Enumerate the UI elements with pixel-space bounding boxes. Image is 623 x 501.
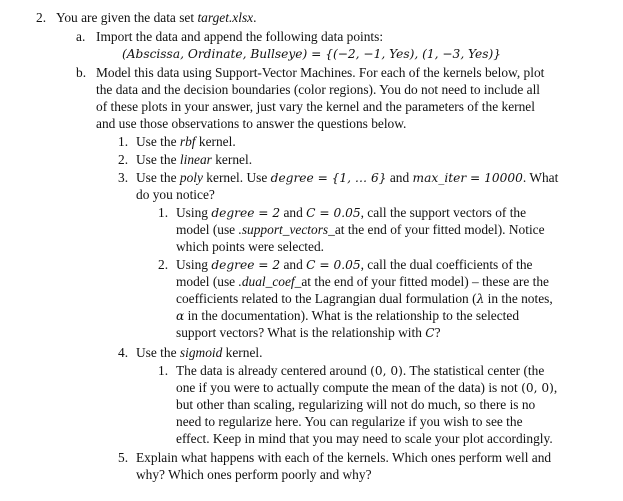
part-b-line-3: of these plots in your answer, just vary the kernel and the parameters of the kernel <box>96 99 535 114</box>
item-3-2-line-2: model (use .dual_coef_at the end of your fitted model) – these are the <box>176 274 549 289</box>
kernel-linear: linear <box>179 152 212 167</box>
part-a-label: a. <box>76 29 86 44</box>
item-3-2-line-3: coefficients related to the Lagrangian dual formulation (λ in the notes, <box>176 291 553 306</box>
question-intro: You are given the data set target.xlsx. <box>56 10 257 25</box>
kernel-rbf: rbf <box>179 134 196 149</box>
item-3-1-number: 1. <box>158 205 169 220</box>
item-1-number: 1. <box>118 134 129 149</box>
part-b-line-2: the data and the decision boundaries (color regions). You do not need to include all <box>96 82 541 97</box>
item-2-text: Use the linear kernel. <box>136 152 253 167</box>
item-5-line-1: Explain what happens with each of the kernels. Which ones perform well and <box>136 450 552 465</box>
item-4-text: Use the sigmoid kernel. <box>136 345 263 360</box>
part-a-text: Import the data and append the following data points: <box>96 29 384 44</box>
item-3-1-line-2: model (use .support_vectors_at the end of your fitted model). Notice <box>176 222 545 237</box>
part-b-line-4: and use those observations to answer the questions below. <box>96 116 407 131</box>
item-2-number: 2. <box>118 152 129 167</box>
item-3-2-line-1: Using degree = 2 and C = 0.05, call the dual coefficients of the <box>176 257 533 272</box>
kernel-sigmoid: sigmoid <box>179 345 223 360</box>
item-4-number: 4. <box>118 345 129 360</box>
item-4-1-line-4: need to regularize here. You can regularize if you wish to see the <box>176 414 523 429</box>
item-4-1-line-1: The data is already centered around (0, 0). The statistical center (the <box>176 363 545 378</box>
part-b-label: b. <box>76 65 87 80</box>
item-4-1-number: 1. <box>158 363 169 378</box>
question-number: 2. <box>36 10 47 25</box>
item-3-1-line-3: which points were selected. <box>176 239 324 254</box>
item-3-1-line-1: Using degree = 2 and C = 0.05, call the support vectors of the <box>176 205 527 220</box>
item-4-1-line-5: effect. Keep in mind that you may need to scale your plot accordingly. <box>176 431 553 446</box>
item-5-number: 5. <box>118 450 129 465</box>
item-4-1-line-2: one if you were to actually compute the mean of the data) is not (0, 0), <box>176 380 558 395</box>
attr-dual-coef: .dual_coef_ <box>238 274 302 289</box>
item-3-line-1: Use the poly kernel. Use degree = {1, … 6} and max_iter = 10000. What <box>136 170 559 185</box>
item-3-2-line-4: α in the documentation). What is the relationship to the selected <box>176 308 520 323</box>
attr-support-vectors: .support_vectors_ <box>238 222 335 237</box>
part-a-formula: (Abscissa, Ordinate, Bullseye) = {(−2, −1, Yes), (1, −3, Yes)} <box>121 47 502 61</box>
kernel-poly: poly <box>179 170 203 185</box>
item-4-1-line-3: but other than scaling, regularizing will not do much, so there is no <box>176 397 536 412</box>
part-b-line-1: Model this data using Support-Vector Machines. For each of the kernels below, plot <box>96 65 545 80</box>
item-3-number: 3. <box>118 170 129 185</box>
item-1-text: Use the rbf kernel. <box>136 134 236 149</box>
item-3-line-2: do you notice? <box>136 187 215 202</box>
item-3-2-number: 2. <box>158 257 169 272</box>
dataset-filename: target.xlsx <box>197 10 254 25</box>
item-3-2-line-5: support vectors? What is the relationship with C? <box>176 325 441 340</box>
item-5-line-2: why? Which ones perform poorly and why? <box>136 467 372 482</box>
